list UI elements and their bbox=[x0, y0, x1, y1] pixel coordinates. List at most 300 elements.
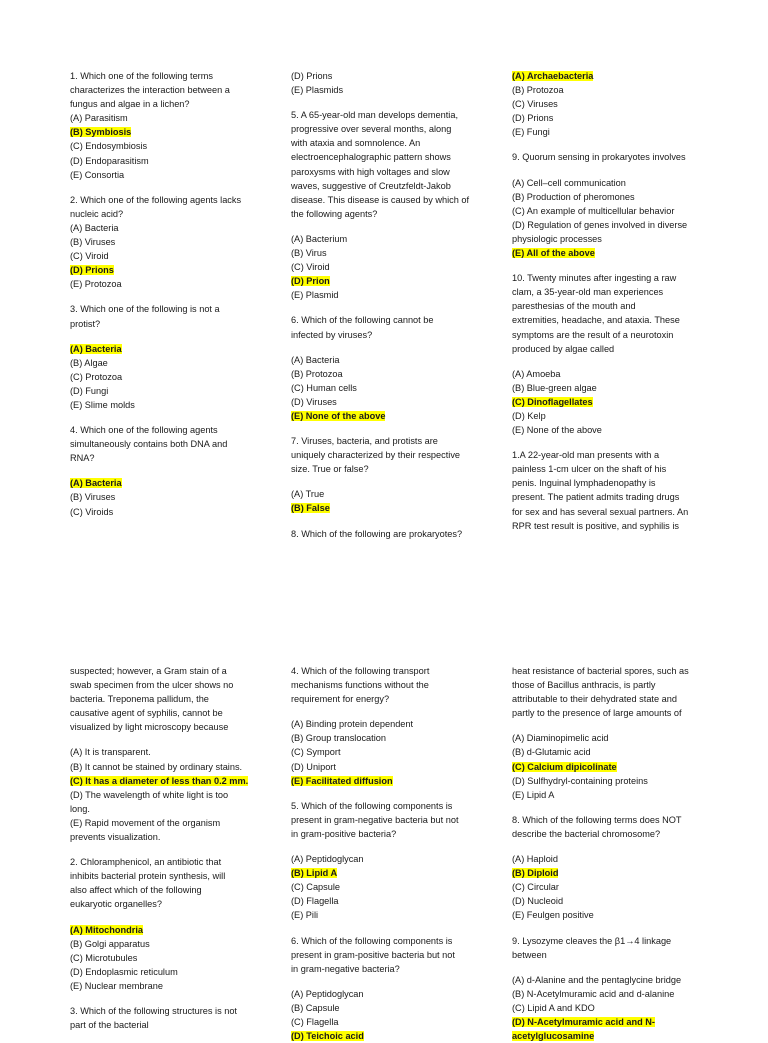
text-line: 2. Chloramphenicol, an antibiotic that bbox=[70, 857, 222, 868]
text-line: (D) Uniport bbox=[291, 761, 336, 772]
text-block bbox=[512, 448, 722, 533]
text-block bbox=[291, 760, 501, 774]
paragraph-gap bbox=[70, 844, 280, 855]
text-block bbox=[291, 381, 501, 395]
text-line: clam, a 35-year-old man experiences bbox=[512, 287, 664, 298]
highlighted-answer bbox=[512, 1015, 722, 1043]
text-line bbox=[512, 866, 722, 880]
text-block bbox=[70, 760, 280, 774]
text-line: (D) Prions bbox=[291, 71, 333, 81]
answer-highlight: (E) Facilitated diffusion bbox=[291, 775, 393, 786]
text-line: (E) None of the above bbox=[512, 425, 602, 436]
text-line: visualized by light microscopy because bbox=[70, 722, 229, 733]
text-line: 9. Lysozyme cleaves the β1→4 linkage bbox=[512, 935, 672, 946]
text-block bbox=[70, 788, 280, 816]
paragraph-gap bbox=[512, 165, 722, 176]
text-line: (A) Bacterium bbox=[291, 233, 348, 244]
text-line: (D) Nucleoid bbox=[512, 896, 564, 907]
text-line: those of Bacillus anthracis, is partly bbox=[512, 680, 656, 691]
highlighted-answer bbox=[512, 69, 722, 83]
paragraph-gap bbox=[512, 962, 722, 973]
answer-highlight: (A) Archaebacteria bbox=[512, 71, 594, 81]
text-line: long. bbox=[70, 803, 90, 814]
paragraph-gap bbox=[291, 221, 501, 232]
answer-highlight: (B) Diploid bbox=[512, 868, 559, 879]
text-block bbox=[291, 527, 501, 541]
text-line: (A) It is transparent. bbox=[70, 747, 151, 758]
paragraph-gap bbox=[512, 356, 722, 367]
text-block bbox=[70, 490, 280, 504]
highlighted-answer bbox=[512, 246, 722, 260]
text-block bbox=[512, 880, 722, 894]
text-line: attributable to their dehydrated state and bbox=[512, 694, 677, 705]
answer-highlight: (C) Dinoflagellates bbox=[512, 396, 593, 407]
text-line: 8. Which of the following are prokaryotes? bbox=[291, 528, 463, 539]
text-line: (D) The wavelength of white light is too bbox=[70, 789, 229, 800]
text-line: produced by algae called bbox=[512, 343, 615, 354]
paragraph-gap bbox=[291, 476, 501, 487]
text-block bbox=[291, 745, 501, 759]
text-line: (A) Diaminopimelic acid bbox=[512, 733, 609, 744]
text-line: (B) Golgi apparatus bbox=[70, 938, 150, 949]
text-line: (C) Protozoa bbox=[70, 371, 123, 382]
text-line: bacteria. Treponema pallidum, the bbox=[70, 694, 209, 705]
paragraph-gap bbox=[512, 802, 722, 813]
paragraph-gap bbox=[291, 423, 501, 434]
text-line: (C) Human cells bbox=[291, 382, 357, 393]
text-line: (E) Pili bbox=[291, 910, 319, 921]
text-block bbox=[512, 934, 722, 962]
text-line: in gram-negative bacteria? bbox=[291, 963, 400, 974]
text-line: mechanisms functions without the bbox=[291, 680, 429, 691]
text-block bbox=[291, 894, 501, 908]
text-line: 5. A 65-year-old man develops dementia, bbox=[291, 110, 459, 121]
answer-highlight: (D) Prion bbox=[291, 276, 330, 287]
text-block bbox=[512, 83, 722, 97]
text-line: (A) Cell–cell communication bbox=[512, 177, 626, 188]
text-block bbox=[512, 204, 722, 218]
text-line: (A) Bacteria bbox=[70, 222, 119, 233]
text-block bbox=[291, 487, 501, 501]
text-block bbox=[291, 664, 501, 706]
text-line: (B) Viruses bbox=[70, 237, 116, 248]
paragraph-gap bbox=[291, 706, 501, 717]
text-line: (A) Peptidoglycan bbox=[291, 988, 364, 999]
answer-highlight: (D) N-Acetylmuramic acid and N- bbox=[512, 1016, 655, 1027]
highlighted-answer bbox=[291, 501, 501, 515]
text-line: progressive over several months, along bbox=[291, 124, 452, 135]
text-line: (D) Sulfhydryl-containing proteins bbox=[512, 775, 648, 786]
highlighted-answer bbox=[70, 342, 280, 356]
text-line bbox=[512, 395, 722, 409]
text-block bbox=[512, 381, 722, 395]
text-line: requirement for energy? bbox=[291, 694, 390, 705]
highlighted-answer bbox=[70, 923, 280, 937]
text-line: (C) Symport bbox=[291, 747, 341, 758]
text-line: 10. Twenty minutes after ingesting a raw bbox=[512, 273, 677, 284]
paragraph-gap bbox=[70, 465, 280, 476]
text-line: (D) Prions bbox=[512, 113, 554, 124]
text-line: 5. Which of the following components is bbox=[291, 800, 453, 811]
text-line: (E) Fungi bbox=[512, 127, 550, 138]
text-block bbox=[512, 176, 722, 190]
text-block bbox=[512, 190, 722, 204]
text-block bbox=[70, 154, 280, 168]
text-block bbox=[291, 852, 501, 866]
paragraph-gap bbox=[70, 912, 280, 923]
answer-highlight: (A) Mitochondria bbox=[70, 924, 143, 935]
text-line: (C) Viroid bbox=[70, 251, 109, 262]
text-block bbox=[291, 799, 501, 841]
text-line: 2. Which one of the following agents lacks bbox=[70, 194, 242, 205]
text-line: (C) Lipid A and KDO bbox=[512, 1002, 595, 1013]
text-line: describe the bacterial chromosome? bbox=[512, 828, 661, 839]
text-line: 3. Which one of the following is not a bbox=[70, 304, 220, 315]
text-line bbox=[70, 476, 280, 490]
text-line: between bbox=[512, 949, 547, 960]
text-line: (B) Group translocation bbox=[291, 733, 386, 744]
text-line: (E) Lipid A bbox=[512, 789, 555, 800]
text-line: (B) Capsule bbox=[291, 1002, 340, 1013]
text-block bbox=[70, 423, 280, 465]
text-block bbox=[512, 788, 722, 802]
text-block bbox=[512, 987, 722, 1001]
text-line: swab specimen from the ulcer shows no bbox=[70, 680, 234, 691]
text-line: waves, suggestive of Creutzfeldt-Jakob bbox=[291, 180, 451, 191]
text-line: causative agent of syphilis, cannot be bbox=[70, 708, 223, 719]
text-line: part of the bacterial bbox=[70, 1020, 149, 1031]
text-line: (C) Endosymbiosis bbox=[70, 141, 148, 152]
highlighted-answer bbox=[70, 263, 280, 277]
text-line: extremities, headache, and ataxia. These bbox=[512, 315, 680, 326]
text-line: RNA? bbox=[70, 453, 95, 464]
text-line: fungus and algae in a lichen? bbox=[70, 99, 190, 110]
answer-highlight: (A) Bacteria bbox=[70, 478, 122, 489]
text-line: characterizes the interaction between a bbox=[70, 85, 230, 96]
text-line bbox=[70, 774, 280, 788]
text-line: RPR test result is positive, and syphilis is bbox=[512, 520, 679, 531]
text-block bbox=[70, 111, 280, 125]
paragraph-gap bbox=[70, 993, 280, 1004]
text-block bbox=[291, 395, 501, 409]
text-block bbox=[291, 353, 501, 367]
highlighted-answer bbox=[291, 1029, 501, 1043]
text-block bbox=[70, 505, 280, 519]
text-block bbox=[291, 246, 501, 260]
text-line: paroxysms with high voltages and slow bbox=[291, 166, 450, 177]
text-block bbox=[291, 731, 501, 745]
text-line: the following agents? bbox=[291, 208, 378, 219]
text-block bbox=[70, 168, 280, 182]
text-line: protist? bbox=[70, 318, 101, 329]
text-block bbox=[291, 934, 501, 976]
text-block bbox=[512, 774, 722, 788]
text-line: (C) Viroids bbox=[70, 506, 114, 517]
text-block bbox=[70, 855, 280, 911]
text-line bbox=[291, 774, 501, 788]
text-line: electroencephalographic pattern shows bbox=[291, 152, 451, 163]
text-line: infected by viruses? bbox=[291, 329, 373, 340]
answer-highlight: (C) It has a diameter of less than 0.2 mm. bbox=[70, 775, 249, 786]
text-line: (E) Protozoa bbox=[70, 279, 122, 290]
text-line: (B) It cannot be stained by ordinary stains. bbox=[70, 761, 243, 772]
text-block bbox=[291, 367, 501, 381]
text-line: (B) Viruses bbox=[70, 492, 116, 503]
answer-highlight: (A) Bacteria bbox=[70, 343, 122, 354]
column-right bbox=[512, 664, 722, 1043]
text-block bbox=[70, 139, 280, 153]
text-line: (B) Protozoa bbox=[291, 368, 343, 379]
text-line: (A) Haploid bbox=[512, 854, 558, 865]
text-block bbox=[512, 218, 722, 246]
text-block bbox=[512, 111, 722, 125]
text-line: (B) Production of pheromones bbox=[512, 191, 635, 202]
text-block bbox=[512, 423, 722, 437]
text-line bbox=[512, 760, 722, 774]
text-line: painless 1-cm ulcer on the shaft of his bbox=[512, 464, 667, 475]
paragraph-gap bbox=[512, 720, 722, 731]
text-line: also affect which of the following bbox=[70, 885, 202, 896]
text-line bbox=[291, 501, 501, 515]
text-line: 6. Which of the following cannot be bbox=[291, 315, 434, 326]
highlighted-answer bbox=[291, 774, 501, 788]
paragraph-gap bbox=[512, 139, 722, 150]
text-line: inhibits bacterial protein synthesis, will bbox=[70, 871, 226, 882]
text-line: nucleic acid? bbox=[70, 208, 124, 219]
paragraph-gap bbox=[70, 412, 280, 423]
text-block bbox=[291, 1015, 501, 1029]
text-block bbox=[291, 108, 501, 221]
text-line bbox=[291, 1029, 501, 1043]
text-line: (A) Binding protein dependent bbox=[291, 719, 414, 730]
text-line: (D) Viruses bbox=[291, 396, 337, 407]
text-line: (C) Viroid bbox=[291, 262, 330, 273]
text-block bbox=[291, 69, 501, 83]
highlighted-answer bbox=[70, 125, 280, 139]
answer-highlight: (B) Lipid A bbox=[291, 868, 338, 879]
text-block bbox=[512, 894, 722, 908]
text-line: (E) Slime molds bbox=[70, 399, 135, 410]
text-block bbox=[512, 409, 722, 423]
paragraph-gap bbox=[512, 437, 722, 448]
paragraph-gap bbox=[291, 302, 501, 313]
column-right bbox=[512, 69, 722, 533]
text-line: (D) Endoparasitism bbox=[70, 155, 149, 166]
text-line: (D) Fungi bbox=[70, 385, 109, 396]
text-block bbox=[291, 260, 501, 274]
text-block bbox=[291, 717, 501, 731]
text-line: (A) Bacteria bbox=[291, 354, 340, 365]
highlighted-answer bbox=[512, 760, 722, 774]
text-line: (C) Microtubules bbox=[70, 952, 138, 963]
text-line: for sex and has several sexual partners. An bbox=[512, 506, 689, 517]
text-block bbox=[512, 367, 722, 381]
paragraph-gap bbox=[291, 97, 501, 108]
text-line bbox=[70, 342, 280, 356]
text-block bbox=[70, 356, 280, 370]
text-line: paresthesias of the mouth and bbox=[512, 301, 636, 312]
text-block bbox=[291, 232, 501, 246]
text-line: (B) Algae bbox=[70, 357, 108, 368]
text-line: 8. Which of the following terms does NOT bbox=[512, 814, 682, 825]
text-line: (A) Amoeba bbox=[512, 368, 561, 379]
text-line: (A) True bbox=[291, 489, 325, 500]
text-line: heat resistance of bacterial spores, such as bbox=[512, 666, 689, 676]
text-line: partly to the presence of large amounts of bbox=[512, 708, 682, 719]
text-block bbox=[512, 813, 722, 841]
text-block bbox=[512, 731, 722, 745]
paragraph-gap bbox=[512, 923, 722, 934]
text-block bbox=[512, 908, 722, 922]
text-line: eukaryotic organelles? bbox=[70, 899, 162, 910]
highlighted-answer bbox=[70, 774, 280, 788]
text-line: present in gram-positive bacteria but not bbox=[291, 949, 455, 960]
text-line: penis. Inguinal lymphadenopathy is bbox=[512, 478, 656, 489]
text-line: suspected; however, a Gram stain of a bbox=[70, 666, 227, 676]
paragraph-gap bbox=[291, 841, 501, 852]
text-line: 1. Which one of the following terms bbox=[70, 71, 213, 81]
text-line: (C) Capsule bbox=[291, 882, 341, 893]
text-block bbox=[70, 277, 280, 291]
text-block bbox=[70, 193, 280, 221]
text-block bbox=[512, 150, 722, 164]
text-block bbox=[291, 434, 501, 476]
highlighted-answer bbox=[291, 274, 501, 288]
answer-highlight: (D) Prions bbox=[70, 265, 114, 276]
text-block bbox=[70, 249, 280, 263]
text-line: symptoms are the result of a neurotoxin bbox=[512, 329, 674, 340]
text-line bbox=[512, 1015, 722, 1029]
text-line: 1.A 22-year-old man presents with a bbox=[512, 450, 660, 461]
text-block bbox=[512, 1001, 722, 1015]
text-line bbox=[70, 263, 280, 277]
text-line: disease. This disease is caused by which of bbox=[291, 194, 470, 205]
text-block bbox=[512, 97, 722, 111]
text-line bbox=[512, 1029, 722, 1043]
text-line: with ataxia and somnolence. An bbox=[291, 138, 421, 149]
paragraph-gap bbox=[70, 291, 280, 302]
text-line: (E) Nuclear membrane bbox=[70, 980, 163, 991]
text-block bbox=[512, 973, 722, 987]
answer-highlight: (E) All of the above bbox=[512, 248, 595, 259]
text-line: 4. Which one of the following agents bbox=[70, 425, 218, 436]
text-block bbox=[291, 1001, 501, 1015]
text-line: (B) N-Acetylmuramic acid and d-alanine bbox=[512, 988, 675, 999]
text-line: in gram-positive bacteria? bbox=[291, 828, 397, 839]
text-line: (C) Flagella bbox=[291, 1016, 339, 1027]
text-line: 3. Which of the following structures is not bbox=[70, 1005, 237, 1016]
text-line: (A) Parasitism bbox=[70, 113, 128, 124]
paragraph-gap bbox=[291, 342, 501, 353]
column-middle bbox=[291, 69, 501, 541]
paragraph-gap bbox=[70, 331, 280, 342]
text-line: prevents visualization. bbox=[70, 832, 161, 843]
text-block bbox=[70, 965, 280, 979]
text-block bbox=[291, 83, 501, 97]
text-line: simultaneously contains both DNA and bbox=[70, 439, 228, 450]
text-line: (E) Plasmid bbox=[291, 290, 339, 301]
column-middle bbox=[291, 664, 501, 1043]
text-line bbox=[512, 69, 722, 83]
text-block bbox=[512, 125, 722, 139]
text-line: 6. Which of the following components is bbox=[291, 935, 453, 946]
text-line: (C) An example of multicellular behavior bbox=[512, 205, 675, 216]
paragraph-gap bbox=[70, 182, 280, 193]
text-block bbox=[70, 235, 280, 249]
text-block bbox=[70, 370, 280, 384]
text-block bbox=[70, 221, 280, 235]
answer-highlight: (E) None of the above bbox=[291, 410, 386, 421]
text-line bbox=[291, 866, 501, 880]
text-block bbox=[512, 664, 722, 720]
text-line: 7. Viruses, bacteria, and protists are bbox=[291, 436, 438, 447]
text-line: 4. Which of the following transport bbox=[291, 666, 430, 676]
text-block bbox=[70, 1004, 280, 1032]
text-block bbox=[70, 979, 280, 993]
text-line: present. The patient admits trading drugs bbox=[512, 492, 680, 503]
text-block bbox=[512, 271, 722, 356]
text-line bbox=[291, 409, 501, 423]
text-line bbox=[291, 274, 501, 288]
text-line: (C) Circular bbox=[512, 882, 559, 893]
paragraph-gap bbox=[291, 516, 501, 527]
text-line bbox=[512, 246, 722, 260]
text-line: size. True or false? bbox=[291, 464, 369, 475]
answer-highlight: (B) False bbox=[291, 503, 330, 514]
text-line: 9. Quorum sensing in prokaryotes involves bbox=[512, 152, 686, 163]
text-line: uniquely characterized by their respective bbox=[291, 450, 461, 461]
highlighted-answer bbox=[512, 395, 722, 409]
text-block bbox=[512, 745, 722, 759]
text-block bbox=[70, 302, 280, 330]
text-block bbox=[70, 937, 280, 951]
answer-highlight: (C) Calcium dipicolinate bbox=[512, 761, 617, 772]
highlighted-answer bbox=[512, 866, 722, 880]
answer-highlight: acetylglucosamine bbox=[512, 1031, 595, 1042]
text-line: (B) Protozoa bbox=[512, 85, 564, 96]
text-line: physiologic processes bbox=[512, 233, 602, 244]
paragraph-gap bbox=[70, 734, 280, 745]
text-block bbox=[70, 69, 280, 111]
text-line: (E) Feulgen positive bbox=[512, 910, 594, 921]
text-block bbox=[70, 816, 280, 844]
column-left bbox=[70, 664, 280, 1032]
text-line: (D) Regulation of genes involved in diverse bbox=[512, 219, 688, 230]
text-line: (E) Rapid movement of the organism bbox=[70, 817, 221, 828]
text-line: (D) Endoplasmic reticulum bbox=[70, 966, 178, 977]
text-block bbox=[512, 852, 722, 866]
text-block bbox=[291, 880, 501, 894]
highlighted-answer bbox=[291, 409, 501, 423]
text-line: (D) Kelp bbox=[512, 410, 546, 421]
text-line: present in gram-negative bacteria but not bbox=[291, 814, 459, 825]
column-left bbox=[70, 69, 280, 519]
text-block bbox=[291, 908, 501, 922]
paragraph-gap bbox=[512, 260, 722, 271]
text-line: (E) Plasmids bbox=[291, 85, 344, 96]
text-line: (B) d-Glutamic acid bbox=[512, 747, 591, 758]
text-block bbox=[70, 951, 280, 965]
text-block bbox=[70, 745, 280, 759]
paragraph-gap bbox=[291, 923, 501, 934]
highlighted-answer bbox=[70, 476, 280, 490]
text-block bbox=[291, 987, 501, 1001]
text-block bbox=[70, 664, 280, 734]
paragraph-gap bbox=[512, 841, 722, 852]
text-line: (B) Blue-green algae bbox=[512, 382, 597, 393]
text-block bbox=[70, 384, 280, 398]
answer-highlight: (B) Symbiosis bbox=[70, 127, 132, 138]
